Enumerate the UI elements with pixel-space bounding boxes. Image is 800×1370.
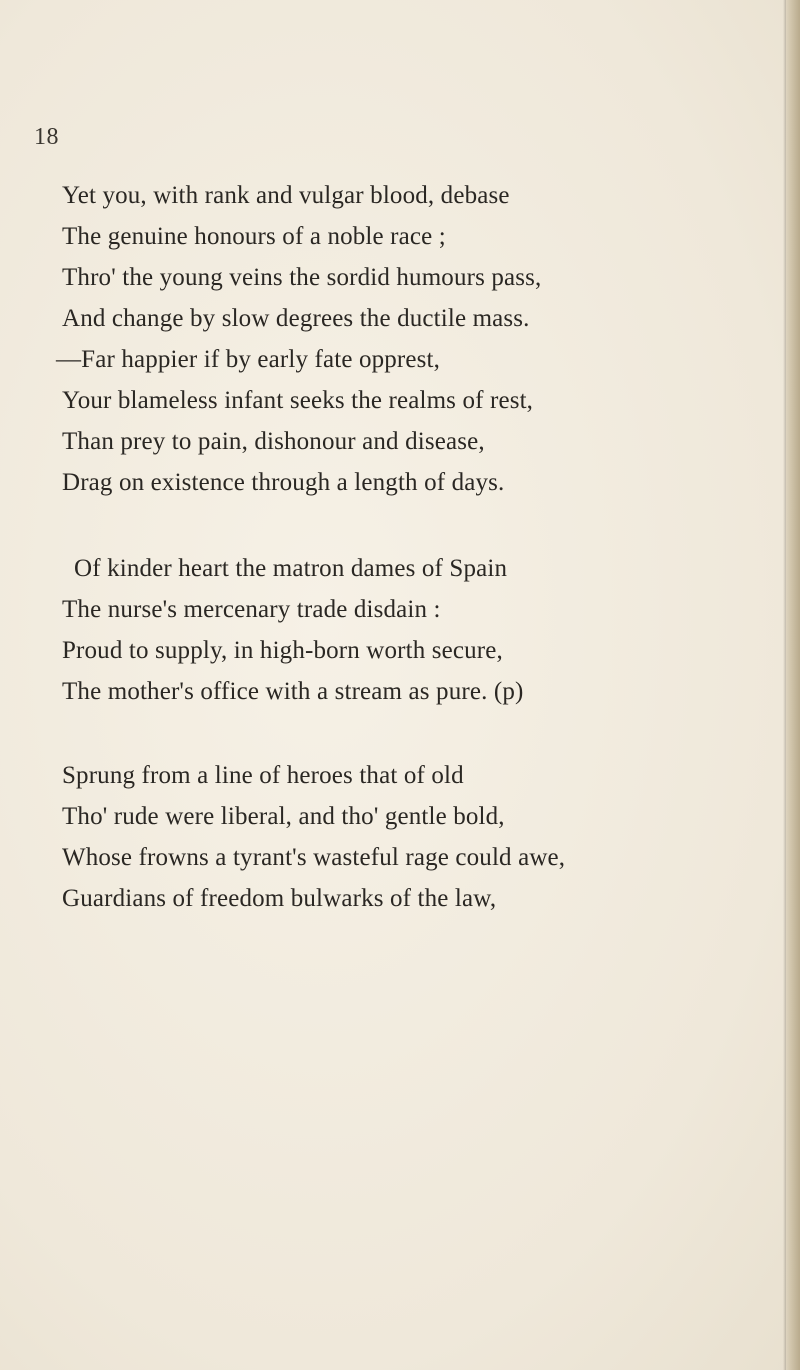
- poem-text: [56, 175, 782, 919]
- poem-line: Your blameless infant seeks the realms of rest,: [62, 387, 534, 414]
- stanza-divider: [62, 712, 782, 755]
- poem-line: And change by slow degrees the ductile mass.: [62, 305, 530, 332]
- poem-line: Tho' rude were liberal, and tho' gentle bold,: [62, 803, 505, 830]
- stanza-3: [62, 755, 782, 919]
- poem-line: Than prey to pain, dishonour and disease,: [62, 428, 485, 455]
- poem-line: Proud to supply, in high-born worth secure,: [62, 637, 503, 664]
- poem-line: The nurse's mercenary trade disdain :: [62, 596, 441, 623]
- stanza-2: [62, 548, 782, 712]
- poem-line: Drag on existence through a length of days.: [62, 469, 505, 496]
- page-edge-shadow: [786, 0, 800, 1370]
- poem-line: —Far happier if by early fate opprest,: [56, 346, 441, 373]
- stanza-1: [56, 175, 782, 503]
- poem-line: Guardians of freedom bulwarks of the law,: [62, 885, 497, 912]
- poem-line: Whose frowns a tyrant's wasteful rage could awe,: [62, 844, 566, 871]
- poem-line: Of kinder heart the matron dames of Spain: [74, 555, 508, 582]
- page-number: 18: [34, 124, 59, 150]
- stanza-divider: [62, 503, 782, 548]
- poem-line: The mother's office with a stream as pure. (p): [62, 678, 524, 705]
- poem-line: Sprung from a line of heroes that of old: [62, 762, 464, 789]
- poem-line: Yet you, with rank and vulgar blood, debase: [62, 182, 510, 209]
- poem-line: The genuine honours of a noble race ;: [62, 223, 446, 250]
- poem-line: Thro' the young veins the sordid humours pass,: [62, 264, 542, 291]
